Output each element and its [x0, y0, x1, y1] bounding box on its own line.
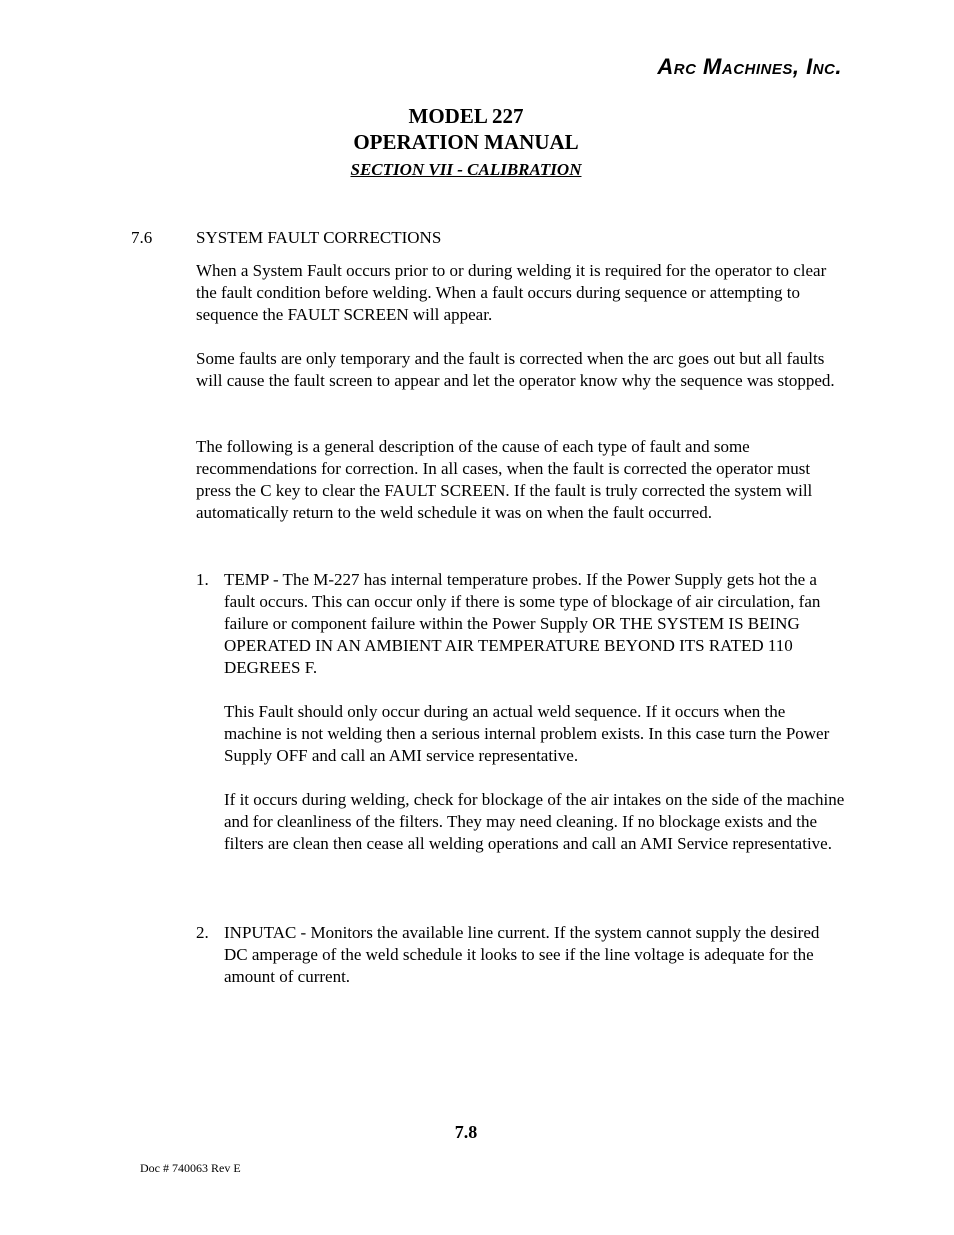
manual-title-model: MODEL 227 — [408, 104, 524, 128]
list-item-number: 2. — [196, 923, 209, 942]
section-heading-number: 7.6 — [131, 228, 153, 247]
paragraph-1: When a System Fault occurs prior to or during welding it is required for the operator to clear the fault condition before welding. When a fault occurs during sequence or attempting to sequence the FAULT SCREEN will appear. — [196, 261, 827, 324]
document-number: Doc # 740063 Rev E — [140, 1161, 241, 1175]
section-heading-title: SYSTEM FAULT CORRECTIONS — [196, 228, 442, 247]
list-item-text: INPUTAC - Monitors the available line current. If the system cannot supply the desired DC amperage of the weld schedule it looks to see if the line voltage is adequate for the amount of current. — [224, 923, 820, 986]
paragraph-3: The following is a general description of the cause of each type of fault and some recommendations for correction. In all cases, when the fault is corrected the operator must press the C key to clear the FAULT SCREEN. If the fault is truly corrected the system will automatically return to the weld schedule it was on when the fault occurred. — [196, 437, 813, 522]
list-item-text: TEMP - The M-227 has internal temperature probes. If the Power Supply gets hot the a fault occurs. This can occur only if there is some type of blockage of air circulation, fan failure or component failure within the Power Supply OR THE SYSTEM IS BEING OPERATED IN AN AMBIENT AIR TEMPERATURE BEYOND ITS RATED 110 DEGREES F. — [224, 570, 821, 677]
page-number: 7.8 — [454, 1122, 478, 1142]
section-title: SECTION VII - CALIBRATION — [350, 160, 582, 179]
list-item-temp-note-2: If it occurs during welding, check for blockage of the air intakes on the side of the machine and for cleanliness of the filters. They may need cleaning. If no blockage exists and the filters are clean then cease all welding operations and call an AMI Service representative. — [224, 790, 845, 853]
list-item-number: 1. — [196, 570, 209, 589]
manual-title-operation: OPERATION MANUAL — [353, 130, 579, 154]
company-logo: Arc Machines, Inc. — [657, 54, 842, 79]
paragraph-2: Some faults are only temporary and the fault is corrected when the arc goes out but all faults will cause the fault screen to appear and let the operator know why the sequence was stopped. — [196, 349, 835, 390]
list-item-temp-note-1: This Fault should only occur during an actual weld sequence. If it occurs when the machine is not welding then a serious internal problem exists. In this case turn the Power Supply OFF and call an AMI service representative. — [224, 702, 830, 765]
section-heading — [131, 227, 441, 249]
